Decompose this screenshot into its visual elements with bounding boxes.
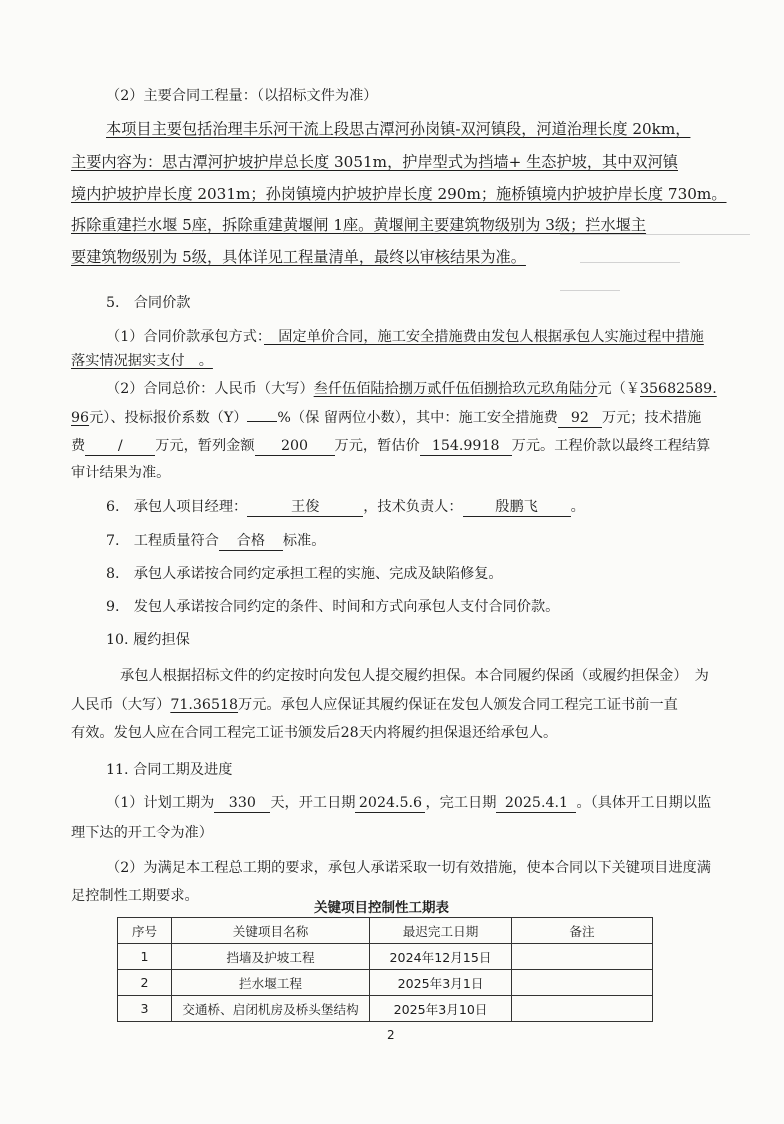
coefficient-label: 元）、投标报价系数（Y） bbox=[89, 410, 248, 426]
section-6-end: 。 bbox=[570, 499, 585, 515]
bleed-line bbox=[560, 290, 620, 291]
estimate-label: 万元，暂估价 bbox=[334, 438, 420, 454]
tech-fee-label-2: 费 bbox=[71, 438, 86, 454]
pricing-method-label: （1）合同价款承包方式： bbox=[106, 329, 264, 345]
total-price-line-3 bbox=[71, 435, 710, 457]
start-date-label: 天，开工日期 bbox=[270, 795, 356, 811]
pricing-method-end: 。 bbox=[184, 353, 213, 369]
pricing-method-text-2: 落实情况据实支付 bbox=[71, 353, 185, 369]
cell-date: 2025年3月10日 bbox=[370, 996, 512, 1022]
col-note: 备注 bbox=[512, 918, 653, 944]
table-row bbox=[118, 970, 653, 996]
scope-line-4: 拆除重建拦水堰 5座，拆除重建黄堰闸 1座。黄堰闸主要建筑物级别为 3级；拦水堰主 bbox=[71, 216, 647, 234]
col-name: 关键项目名称 bbox=[172, 918, 370, 944]
guarantee-amount-label: 人民币（大写） bbox=[71, 697, 171, 713]
page-number: 2 bbox=[387, 1028, 395, 1042]
guarantee-amount: 71.36518 bbox=[170, 697, 239, 713]
pricing-method-line-1 bbox=[106, 326, 704, 348]
quality-suffix: 标准。 bbox=[282, 533, 326, 549]
cell-note bbox=[512, 996, 653, 1022]
manager-name: 王俊 bbox=[247, 498, 363, 517]
col-no: 序号 bbox=[118, 918, 172, 944]
end-date: 2025.4.1 bbox=[496, 794, 576, 813]
guarantee-line-1: 承包人根据招标文件的约定按时向发包人提交履约担保。本合同履约保函（或履约担保金） 为 bbox=[120, 668, 709, 684]
total-price-yuan: 元（￥ bbox=[597, 381, 640, 397]
total-price-label: （2）合同总价：人民币（大写） bbox=[106, 381, 314, 397]
guarantee-text: 万元。承包人应保证其履约保证在发包人颁发合同工程完工证书前一直 bbox=[238, 697, 678, 713]
section-8: 8. 承包人承诺按合同约定承担工程的实施、完成及缺陷修复。 bbox=[106, 566, 503, 582]
safety-fee-value: 92 bbox=[558, 409, 602, 428]
tech-fee-label: 万元；技术措施 bbox=[601, 410, 702, 426]
pricing-method-line-2 bbox=[71, 350, 213, 372]
coefficient-value bbox=[247, 421, 277, 422]
schedule-line-1 bbox=[106, 792, 711, 814]
section-9: 9. 发包人承诺按合同约定的条件、时间和方式向承包人支付合同价款。 bbox=[106, 599, 560, 615]
total-price-number-cents: 96 bbox=[71, 410, 90, 426]
tech-fee-value: / bbox=[85, 437, 155, 456]
cell-note bbox=[512, 944, 653, 970]
cell-date: 2025年3月1日 bbox=[370, 970, 512, 996]
cell-date: 2024年12月15日 bbox=[370, 944, 512, 970]
milestone-line-1: （2）为满足本工程总工期的要求，承包人承诺采取一切有效措施，使本合同以下关键项目进度满 bbox=[106, 860, 711, 876]
scope-line-5: 要建筑物级别为 5级，具体详见工程量清单，最终以审核结果为准。 bbox=[71, 248, 526, 266]
table-row bbox=[118, 996, 653, 1022]
cell-name: 交通桥、启闭机房及桥头堡结构 bbox=[172, 996, 370, 1022]
provisional-value: 200 bbox=[255, 437, 335, 456]
manager-label: 6. 承包人项目经理： bbox=[106, 499, 248, 515]
section-6 bbox=[106, 496, 585, 518]
milestone-line-2: 足控制性工期要求。 bbox=[71, 888, 199, 904]
schedule-note: 。（具体开工日期以监 bbox=[576, 795, 712, 811]
section-7 bbox=[106, 530, 325, 552]
table-row bbox=[118, 944, 653, 970]
scope-line-2: 主要内容为：思古潭河护坡护岸总长度 3051m，护岸型式为挡墙+ 生态护坡，其中双河镇 bbox=[71, 153, 678, 171]
audit-text: 审计结果为准。 bbox=[71, 465, 171, 481]
total-price-words: 叁仟伍佰陆拾捌万贰仟伍佰捌拾玖元玖角陆分 bbox=[313, 381, 598, 397]
tech-lead-name: 殷鹏飞 bbox=[463, 498, 571, 517]
scope-line-1: 本项目主要包括治理丰乐河干流上段思古潭河孙岗镇-双河镇段，河道治理长度 20km， bbox=[106, 120, 691, 138]
total-price-line-2 bbox=[71, 407, 701, 429]
settlement-text: 万元。工程价款以最终工程结算 bbox=[511, 438, 711, 454]
safety-fee-label: %（保 留两位小数），其中：施工安全措施费 bbox=[277, 410, 558, 426]
provisional-label: 万元，暂列金额 bbox=[155, 438, 255, 454]
section-10-heading: 10. 履约担保 bbox=[106, 632, 190, 648]
scope-line-3: 境内护坡护岸长度 2031m；孙岗镇境内护坡护岸长度 290m；施桥镇境内护坡护岸长度 730m。 bbox=[71, 185, 727, 203]
section-5-heading: 5. 合同价款 bbox=[106, 295, 191, 311]
cell-no: 2 bbox=[118, 970, 172, 996]
section-2-heading: （2）主要合同工程量：（以招标文件为准） bbox=[106, 88, 378, 104]
section-11-heading: 11. 合同工期及进度 bbox=[106, 762, 233, 778]
bleed-line bbox=[580, 262, 680, 263]
tech-lead-label: ，技术负责人： bbox=[363, 499, 463, 515]
cell-name: 挡墙及护坡工程 bbox=[172, 944, 370, 970]
duration-label: （1）计划工期为 bbox=[106, 795, 215, 811]
estimate-value: 154.9918 bbox=[420, 437, 512, 456]
guarantee-line-3: 有效。发包人应在合同工程完工证书颁发后28天内将履约担保退还给承包人。 bbox=[71, 725, 558, 741]
total-price-number: 35682589. bbox=[640, 381, 717, 397]
guarantee-line-2 bbox=[71, 694, 678, 716]
pricing-method-text: 固定单价合同，施工安全措施费由发包人根据承包人实施过程中措施 bbox=[264, 329, 704, 345]
quality-label: 7. 工程质量符合 bbox=[106, 533, 219, 549]
milestone-table bbox=[117, 917, 653, 1022]
table-header-row bbox=[118, 918, 653, 944]
quality-grade: 合格 bbox=[219, 532, 283, 551]
duration-days: 330 bbox=[214, 794, 270, 813]
cell-no: 3 bbox=[118, 996, 172, 1022]
cell-name: 拦水堰工程 bbox=[172, 970, 370, 996]
cell-note bbox=[512, 970, 653, 996]
end-date-label: ，完工日期 bbox=[425, 795, 497, 811]
total-price-line-1 bbox=[106, 378, 717, 400]
cell-no: 1 bbox=[118, 944, 172, 970]
table-title: 关键项目控制性工期表 bbox=[314, 900, 449, 916]
schedule-line-2: 理下达的开工令为准） bbox=[71, 825, 213, 841]
start-date: 2024.5.6 bbox=[355, 794, 425, 813]
col-date: 最迟完工日期 bbox=[370, 918, 512, 944]
